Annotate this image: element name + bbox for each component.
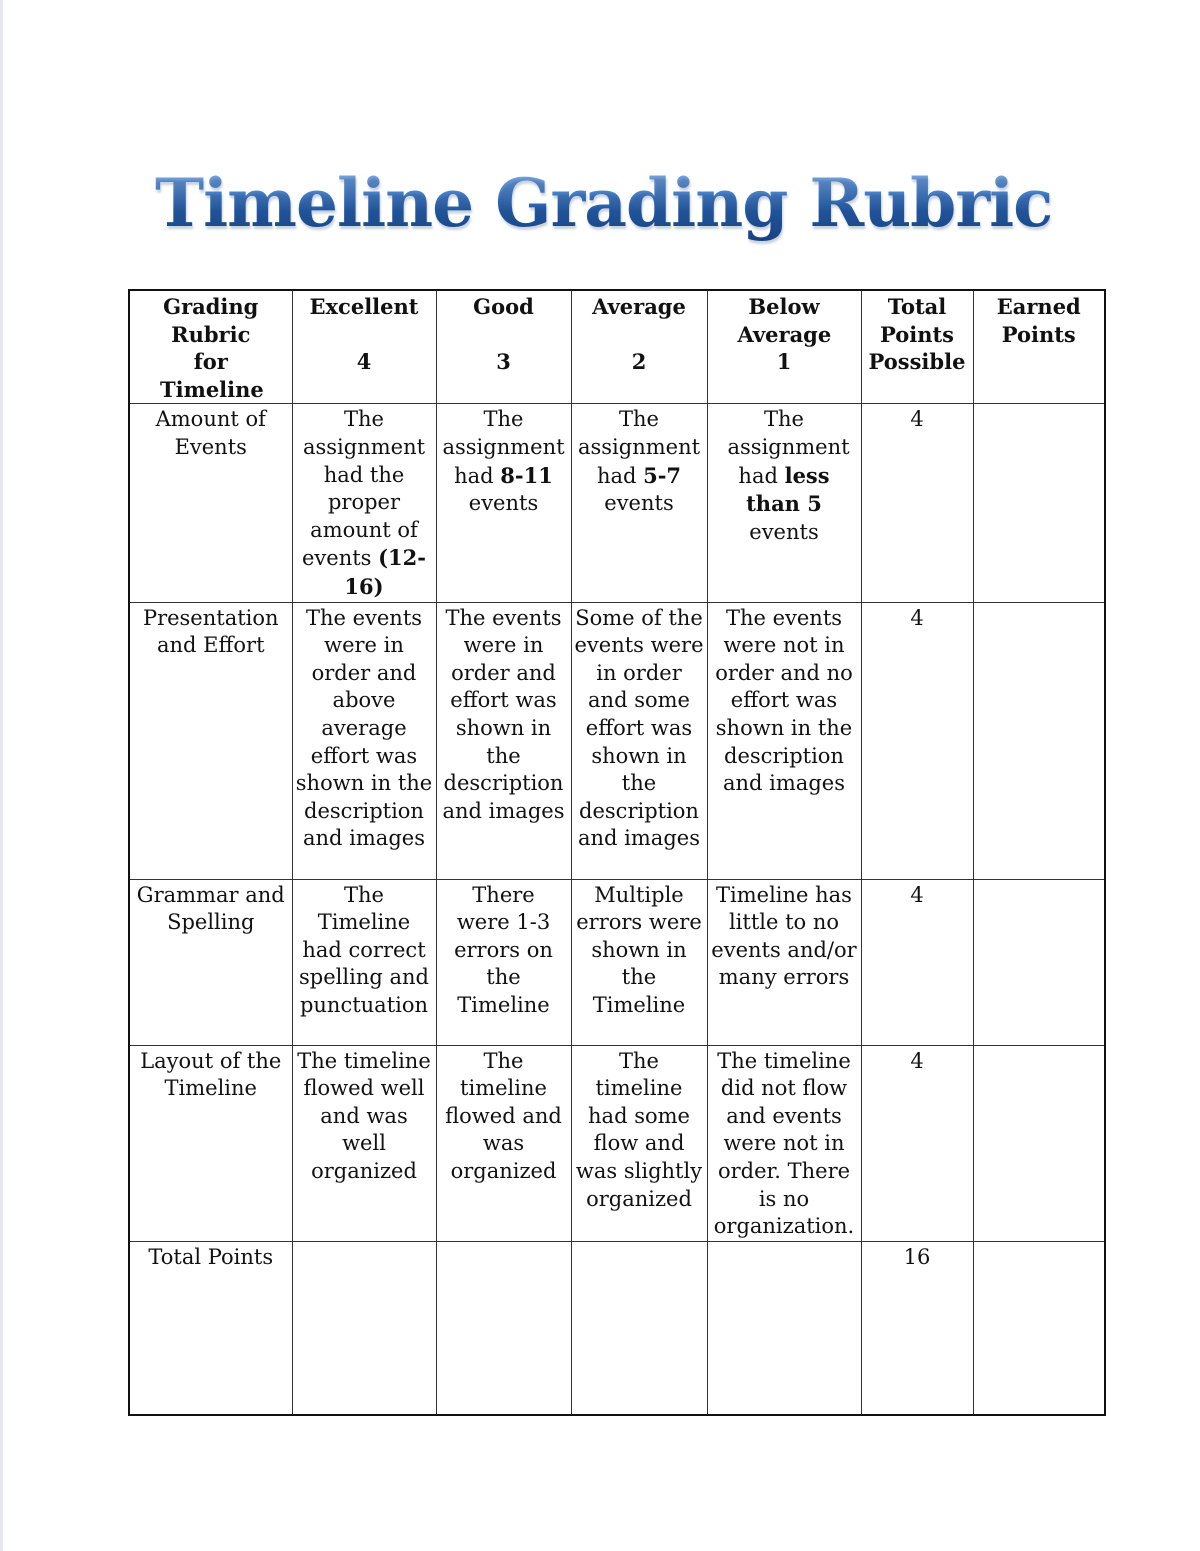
cell-good: There were 1-3 errors on the Timeline <box>436 879 571 1045</box>
cell-earned <box>973 404 1105 602</box>
header-good-score: 3 <box>496 349 511 375</box>
cell-possible: 4 <box>861 1045 973 1241</box>
cell-average: The assignment had 5-7 events <box>571 404 707 602</box>
total-earned-value <box>973 1241 1105 1415</box>
header-total-possible: Total Points Possible <box>861 290 973 404</box>
header-earned: Earned Points <box>973 290 1105 404</box>
cell-possible: 4 <box>861 879 973 1045</box>
total-possible-value: 16 <box>861 1241 973 1415</box>
cell-excellent: The Timeline had correct spelling and punctuation <box>292 879 436 1045</box>
cell-earned <box>973 602 1105 879</box>
emphasis-text: 5-7 <box>643 462 682 488</box>
table-row <box>129 602 1105 879</box>
rubric-table <box>128 289 1106 1416</box>
cell-earned <box>973 1045 1105 1241</box>
header-good <box>436 290 571 404</box>
header-row <box>129 290 1105 404</box>
cell-good: The assignment had 8-11 events <box>436 404 571 602</box>
cell-empty <box>571 1241 707 1415</box>
header-excellent-label: Excellent <box>309 294 419 319</box>
criterion-layout-of-the-timeline: Layout of the Timeline <box>129 1045 292 1241</box>
cell-average: Multiple errors were shown in the Timeline <box>571 879 707 1045</box>
cell-excellent: The events were in order and above average effort was shown in the description and images <box>292 602 436 879</box>
table-row <box>129 1045 1105 1241</box>
cell-empty <box>292 1241 436 1415</box>
cell-below-average: The assignment had less than 5 events <box>707 404 861 602</box>
header-average-label: Average <box>592 294 686 319</box>
cell-average: The timeline had some flow and was slightly organized <box>571 1045 707 1241</box>
emphasis-text: 8-11 <box>500 462 553 488</box>
emphasis-text: (12-16) <box>344 545 427 599</box>
table-row <box>129 879 1105 1045</box>
cell-below-average: Timeline has little to no events and/or many errors <box>707 879 861 1045</box>
header-good-label: Good <box>473 294 534 319</box>
cell-below-average: The timeline did not flow and events were not in order. There is no organization. <box>707 1045 861 1241</box>
header-below-average-score: 1 <box>776 349 792 375</box>
cell-empty <box>436 1241 571 1415</box>
cell-below-average: The events were not in order and no effort was shown in the description and images <box>707 602 861 879</box>
cell-excellent: The assignment had the proper amount of events (12-16) <box>292 404 436 602</box>
page-edge <box>0 0 3 1551</box>
criterion-grammar-and-spelling: Grammar and Spelling <box>129 879 292 1045</box>
criterion-amount-of-events: Amount of Events <box>129 404 292 602</box>
header-average-score: 2 <box>631 349 647 375</box>
header-excellent <box>292 290 436 404</box>
cell-good: The events were in order and effort was shown in the description and images <box>436 602 571 879</box>
cell-possible: 4 <box>861 404 973 602</box>
header-below-average <box>707 290 861 404</box>
header-criteria: Grading Rubric for Timeline <box>129 290 292 404</box>
table-row <box>129 404 1105 602</box>
cell-average: Some of the events were in order and some effort was shown in the description and images <box>571 602 707 879</box>
cell-earned <box>973 879 1105 1045</box>
header-excellent-score: 4 <box>356 349 372 375</box>
emphasis-text: less than 5 <box>746 462 830 517</box>
cell-possible: 4 <box>861 602 973 879</box>
header-average <box>571 290 707 404</box>
cell-excellent: The timeline flowed well and was well organized <box>292 1045 436 1241</box>
total-row <box>129 1241 1105 1415</box>
cell-empty <box>707 1241 861 1415</box>
total-points-label: Total Points <box>129 1241 292 1415</box>
page-title: Timeline Grading Rubric <box>155 160 1052 246</box>
cell-good: The timeline flowed and was organized <box>436 1045 571 1241</box>
header-below-average-label: Below Average <box>737 294 832 347</box>
criterion-presentation-and-effort: Presentation and Effort <box>129 602 292 879</box>
